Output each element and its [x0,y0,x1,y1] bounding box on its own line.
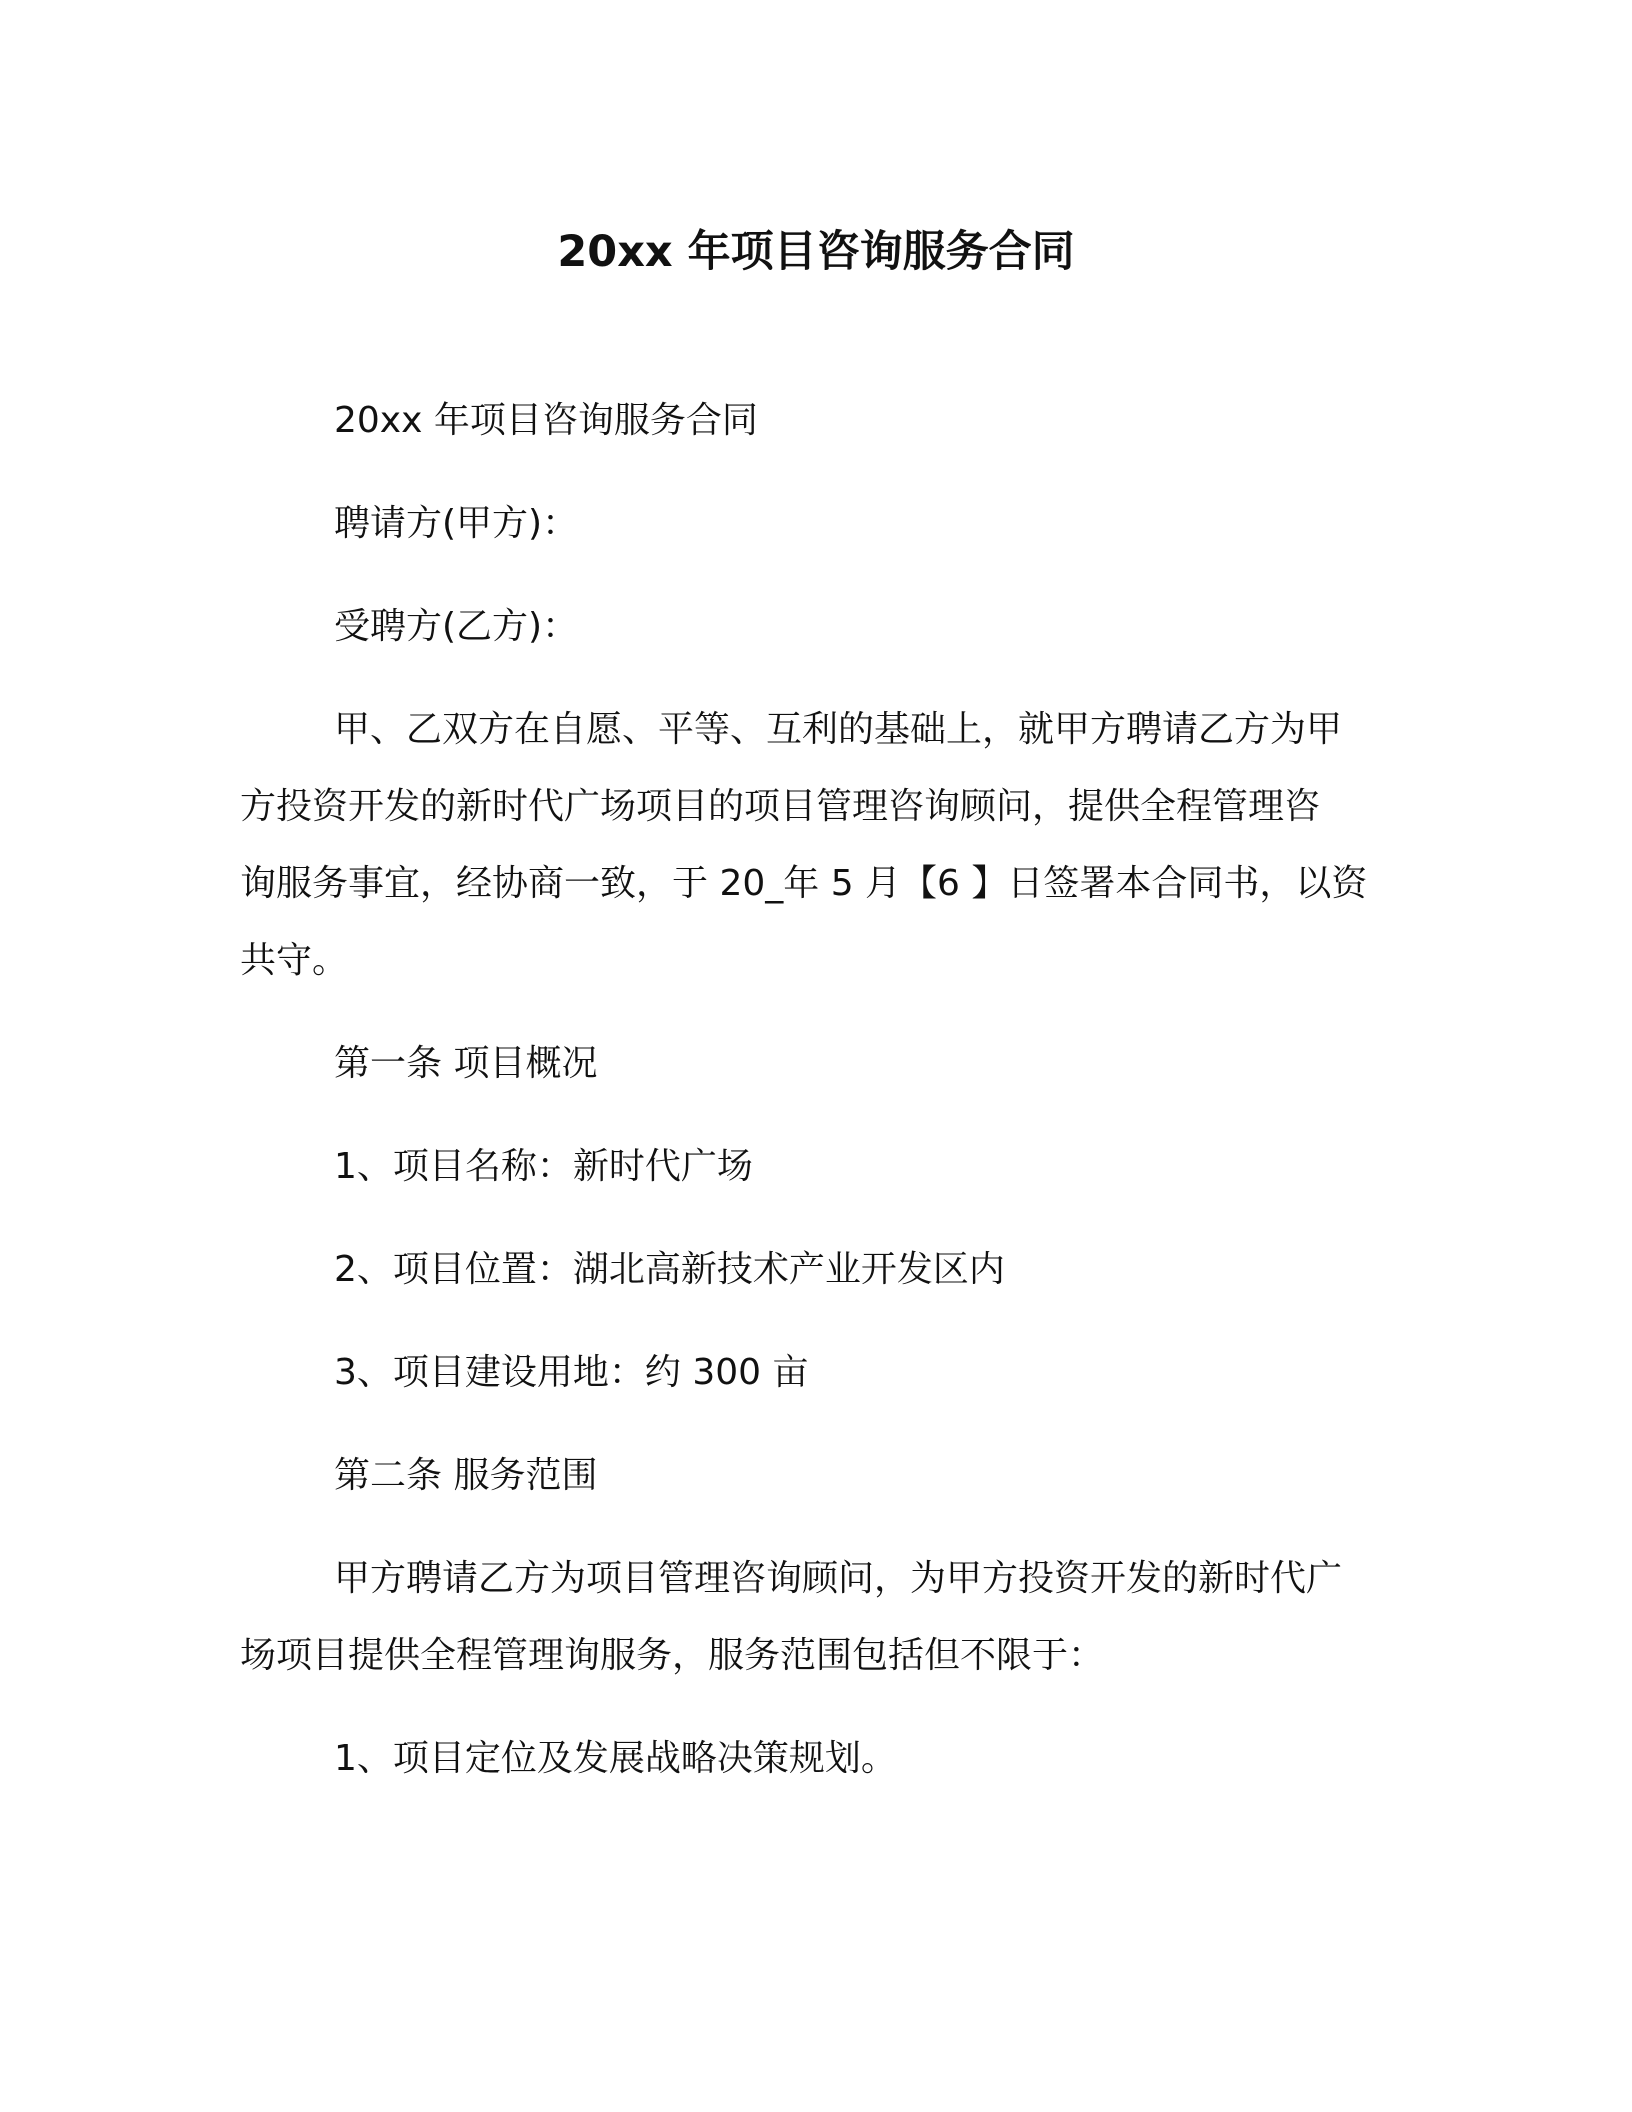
section-heading: 第二条 服务范围 [334,1455,598,1496]
party-a-line: 聘请方(甲方)： [334,503,579,544]
list-item: 1、项目定位及发展战略决策规划。 [334,1738,897,1779]
paragraph-line: 场项目提供全程管理询服务，服务范围包括但不限于： [240,1635,1105,1676]
list-item: 1、项目名称：新时代广场 [334,1146,753,1187]
list-item: 3、项目建设用地：约 300 亩 [334,1352,809,1393]
paragraph-line: 方投资开发的新时代广场项目的项目管理咨询顾问，提供全程管理咨 [240,786,1321,827]
document-title: 20xx 年项目咨询服务合同 [557,227,1075,277]
paragraph-line: 甲方聘请乙方为项目管理咨询顾问，为甲方投资开发的新时代广 [334,1558,1343,1599]
party-b-line: 受聘方(乙方)： [334,606,579,647]
section-heading: 第一条 项目概况 [334,1043,598,1084]
paragraph-line: 共守。 [240,940,349,981]
paragraph-line: 询服务事宜，经协商一致，于 20_年 5 月【6 】日签署本合同书，以资 [240,863,1368,904]
subtitle-line: 20xx 年项目咨询服务合同 [334,400,758,441]
list-item: 2、项目位置：湖北高新技术产业开发区内 [334,1249,1005,1290]
paragraph-line: 甲、乙双方在自愿、平等、互利的基础上，就甲方聘请乙方为甲 [334,709,1343,750]
